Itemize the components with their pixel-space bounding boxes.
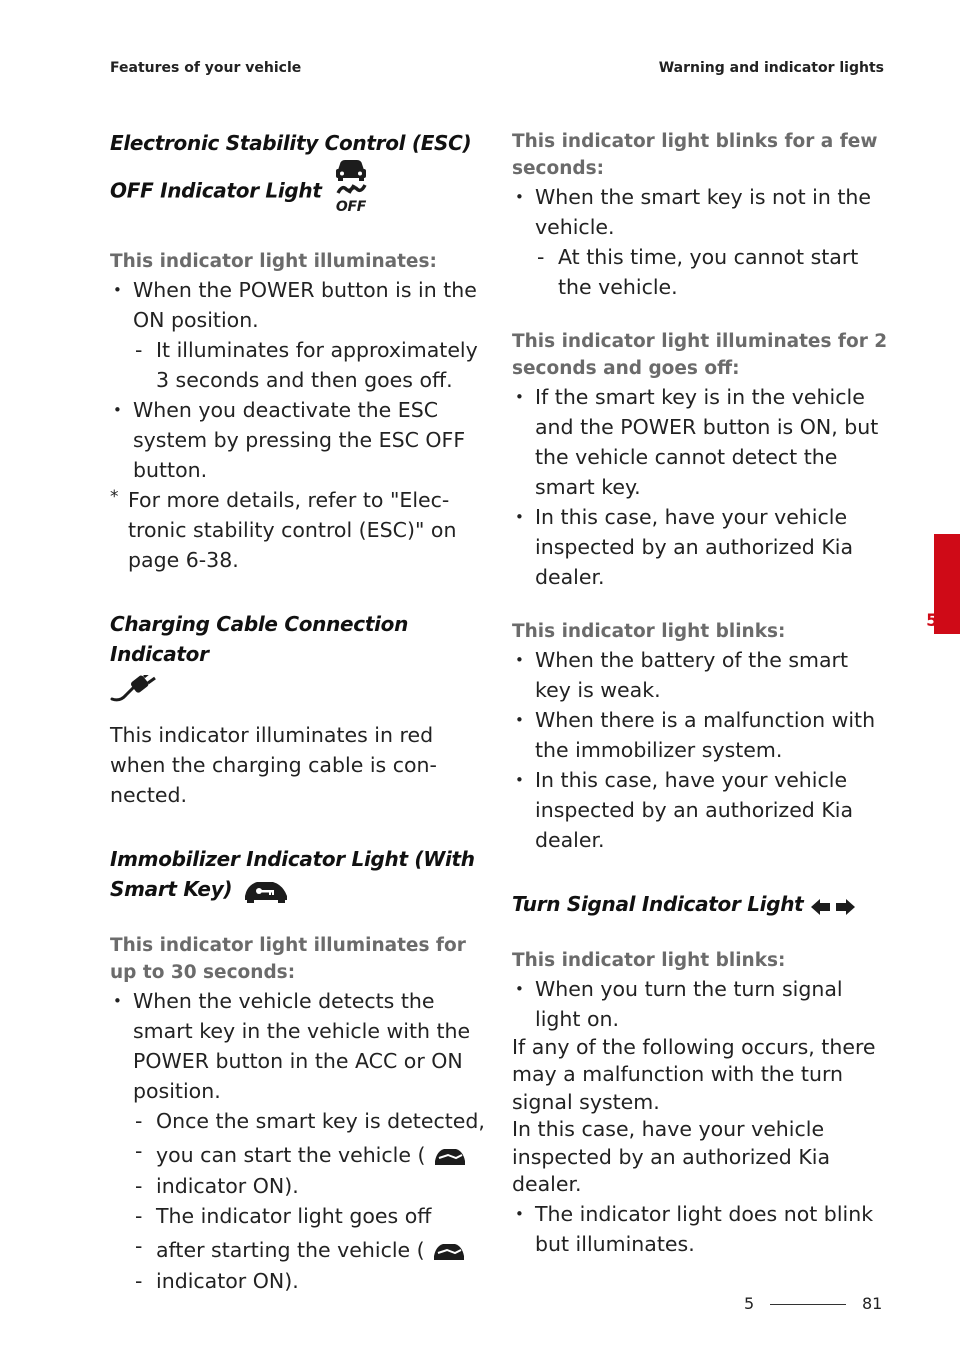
footer-divider bbox=[770, 1304, 846, 1305]
esc-title-line2-row bbox=[110, 170, 486, 214]
immobilizer-dash-2b-row bbox=[110, 1231, 486, 1266]
chapter-tab-number: 5 bbox=[926, 611, 938, 631]
footer-page-number: 81 bbox=[862, 1294, 883, 1313]
esc-off-icon bbox=[328, 170, 374, 214]
immobilizer-dash-2c-row bbox=[110, 1266, 486, 1296]
blink-subhead: This indicator light blinks for a few seconds: bbox=[512, 131, 878, 179]
blinks-subhead: This indicator light blinks: bbox=[512, 621, 786, 642]
immobilizer-dash-1b-row bbox=[110, 1136, 486, 1171]
immobilizer-title-line1: Immobilizer Indicator Light (With bbox=[110, 847, 475, 871]
immobilizer-subhead: This indicator light illuminates for up to 30 seconds: bbox=[110, 935, 466, 984]
turn-subhead: This indicator light blinks: bbox=[512, 949, 786, 971]
charging-body: This indicator illuminates in red when the charging cable is con-nected. bbox=[110, 723, 437, 807]
immobilizer-title-line2: Smart Key) bbox=[110, 877, 233, 901]
turn-para-2: In this case, have your vehicle inspected by an authorized Kia dealer. bbox=[512, 1117, 831, 1196]
esc-subhead: This indicator light illuminates: bbox=[110, 251, 437, 272]
left-column bbox=[110, 128, 486, 1296]
blinks-bullet-1: • When the battery of the smart key is weak. bbox=[512, 645, 888, 705]
esc-bullet-2: • When you deactivate the ESC system by pressing the ESC OFF button. bbox=[110, 395, 486, 485]
esc-note: * For more details, refer to "Elec-tronic stability control (ESC)" on page 6-38. bbox=[110, 485, 486, 575]
immobilizer-dash-1c: indicator ON). bbox=[156, 1174, 299, 1199]
esc-title-line2: OFF Indicator Light bbox=[110, 178, 322, 203]
blinks-cont-wrap bbox=[512, 765, 888, 855]
esc-icon-label: OFF bbox=[336, 199, 367, 214]
turn-para-1: If any of the following occurs, there may a malfunction with the turn signal system. bbox=[512, 1034, 876, 1114]
right-column bbox=[512, 128, 888, 1259]
immobilizer-title-line2-row bbox=[110, 874, 486, 906]
immobilizer-dash-1c-row bbox=[110, 1171, 486, 1201]
blinks-bullet-2: • When there is a malfunction with the immobilizer system. bbox=[512, 705, 888, 765]
immobilizer-dash-1a: - Once the smart key is detected, bbox=[110, 1106, 486, 1136]
immobilizer-dash-2b: after starting the vehicle ( bbox=[156, 1238, 425, 1263]
immobilizer-inline-icon-1 bbox=[432, 1141, 468, 1171]
running-header-right: Warning and indicator lights bbox=[658, 60, 884, 76]
running-header-left: Features of your vehicle bbox=[110, 60, 302, 76]
esc-title-line1: Electronic Stability Control (ESC) bbox=[110, 131, 472, 155]
immobilizer-dash-1b: you can start the vehicle ( bbox=[156, 1143, 426, 1168]
esc-dash-1: - It illuminates for approximately 3 seconds and then goes off. bbox=[110, 335, 486, 395]
charging-plug-icon bbox=[110, 675, 156, 709]
immobilizer-dash-2a: - The indicator light goes off bbox=[110, 1201, 486, 1231]
turn-title: Turn Signal Indicator Light bbox=[512, 892, 804, 916]
immobilizer-key-icon bbox=[239, 875, 293, 907]
turn-bullet-1: • When you turn the turn signal light on. bbox=[512, 974, 888, 1034]
footer-section-number: 5 bbox=[744, 1294, 755, 1313]
charging-icon-row bbox=[110, 675, 486, 705]
turn-title-row bbox=[512, 889, 888, 921]
blink-bullet: • When the smart key is not in the vehicle. bbox=[512, 182, 888, 242]
esc-bullet-1: • When the POWER button is in the ON position. bbox=[110, 275, 486, 335]
blink-dash: - At this time, you cannot start the vehicle. bbox=[512, 242, 888, 302]
charging-title: Charging Cable Connection Indicator bbox=[110, 612, 409, 666]
two-sec-cont: In this case, have your vehicle inspected by an authorized Kia dealer. bbox=[535, 505, 854, 589]
turn-bullet-2: • The indicator light does not blink but illuminates. bbox=[512, 1199, 888, 1259]
turn-signal-arrows-icon bbox=[810, 891, 856, 921]
immobilizer-dash-2c: indicator ON). bbox=[156, 1269, 299, 1294]
two-sec-cont-wrap bbox=[512, 502, 888, 592]
immobilizer-bullet-1: • When the vehicle detects the smart key in the vehicle with the POWER button in the ACC or ON position. bbox=[110, 986, 486, 1106]
two-sec-subhead: This indicator light illuminates for 2 seconds and goes off: bbox=[512, 331, 888, 379]
blinks-cont: In this case, have your vehicle inspected by an authorized Kia dealer. bbox=[535, 768, 854, 852]
immobilizer-inline-icon-2 bbox=[431, 1236, 467, 1266]
two-sec-bullet: • If the smart key is in the vehicle and the POWER button is ON, but the vehicle cannot detect the smart key. bbox=[512, 382, 888, 502]
